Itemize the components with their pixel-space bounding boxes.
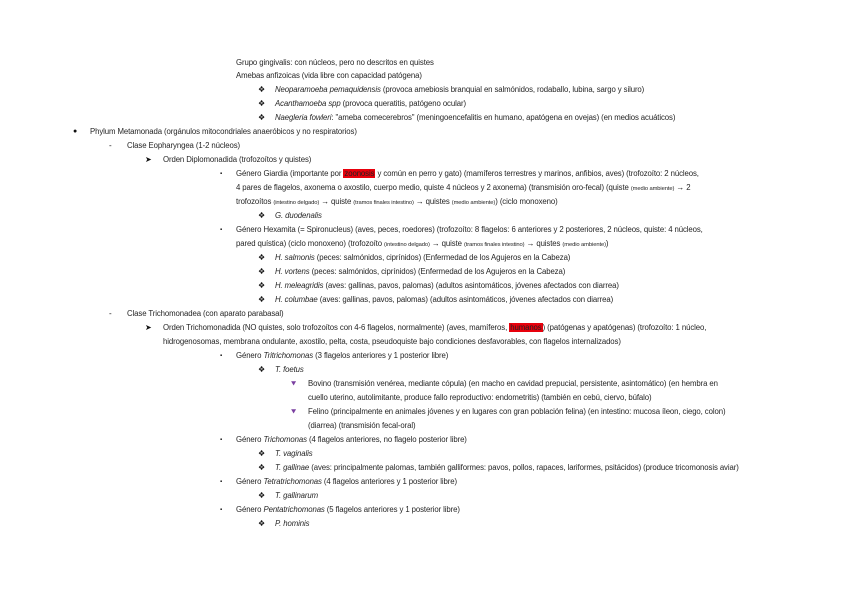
arrow-icon: →: [524, 239, 535, 248]
genus-line: Género Tetratrichomonas (4 flagelos anteriores y 1 posterior libre): [236, 477, 457, 486]
arrow-icon: →: [413, 197, 424, 206]
genus-line-cont: 4 pares de flagelos, axonema o axostilo, cuerpo medio, quiste 4 núcleos y 2 axonema) (transmisión oro-fecal) (quiste (medio ambiente) → 2: [236, 183, 691, 192]
species-line: P. hominis: [275, 519, 310, 528]
down-arrow-bullet-icon: ⯆: [290, 379, 298, 389]
diamond-bullet-icon: ❖: [258, 253, 266, 262]
species-line: T. gallinae (aves: principalmente palomas, también galliformes: pavos, pollos, rapaces, lariformes, psitácidos) (produce tricomonosis aviar): [275, 463, 739, 472]
order-heading: Orden Trichomonadida (NO quistes, solo trofozoítos con 4-6 flagelos, normalmente) (aves, mamíferos, humanos) (patógenas y apatógenas) (trofozoíto: 1 núcleo,: [163, 323, 707, 332]
host-line: Felino (principalmente en animales jóvenes y en lugares con gran población felina) (en intestino: mucosa íleon, ciego, colon): [308, 407, 726, 416]
diamond-bullet-icon: ❖: [258, 519, 266, 528]
class-heading: Clase Trichomonadea (con aparato parabasal): [127, 309, 284, 318]
diamond-bullet-icon: ❖: [258, 463, 266, 472]
square-bullet-icon: ▪: [220, 171, 223, 177]
disc-bullet-icon: ●: [73, 128, 78, 135]
species-line: T. foetus: [275, 365, 304, 374]
genus-line: Género Pentatrichomonas (5 flagelos anteriores y 1 posterior libre): [236, 505, 460, 514]
diamond-bullet-icon: ❖: [258, 295, 266, 304]
diamond-bullet-icon: ❖: [258, 281, 266, 290]
species-line: Naegleria fowleri: "ameba comecerebros" (meningoencefalitis en humano, apatógena en ovejas) (en medios acuáticos): [275, 113, 676, 122]
diamond-bullet-icon: ❖: [258, 449, 266, 458]
arrow-icon: →: [319, 197, 329, 206]
species-line: H. columbae (aves: gallinas, pavos, palomas) (adultos asintomáticos, jóvenes afectados con diarrea): [275, 295, 614, 304]
host-line-cont: (diarrea) (transmisión fecal-oral): [308, 421, 416, 430]
arrowhead-bullet-icon: ➤: [145, 155, 152, 164]
genus-line: Género Giardia (importante por zoonosis y común en perro y gato) (mamíferos terrestres y marinos, anfibios, aves) (trofozoíto: 2 núcleos,: [236, 169, 699, 178]
species-line: T. gallinarum: [275, 491, 319, 500]
square-bullet-icon: ▪: [220, 353, 223, 359]
diamond-bullet-icon: ❖: [258, 365, 266, 374]
order-heading: Orden Diplomonadida (trofozoítos y quistes): [163, 155, 312, 164]
diamond-bullet-icon: ❖: [258, 99, 266, 108]
diamond-bullet-icon: ❖: [258, 211, 266, 220]
species-line: T. vaginalis: [275, 449, 313, 458]
genus-line-cont: trofozoítos (intestino delgado) → quiste (tramos finales intestino) → quistes (medio ambiente)) (ciclo monoxeno): [236, 197, 558, 206]
arrow-icon: →: [674, 183, 687, 192]
diamond-bullet-icon: ❖: [258, 85, 266, 94]
down-arrow-bullet-icon: ⯆: [290, 407, 298, 417]
square-bullet-icon: ▪: [220, 507, 223, 513]
species-line: Neoparamoeba pemaquidensis (provoca amebiosis branquial en salmónidos, rodaballo, lubina, sargo y siluro): [275, 85, 645, 94]
order-heading-cont: hidrogenosomas, membrana ondulante, axostilo, pelta, costa, pseudoquiste bajo condiciones desfavorables, con flagelos internalizados): [163, 337, 621, 346]
diamond-bullet-icon: ❖: [258, 267, 266, 276]
species-line: G. duodenalis: [275, 211, 322, 220]
text-line: Amebas anfizoicas (vida libre con capacidad patógena): [236, 71, 422, 80]
square-bullet-icon: ▪: [220, 437, 223, 443]
diamond-bullet-icon: ❖: [258, 491, 266, 500]
species-line: H. meleagridis (aves: gallinas, pavos, palomas) (adultos asintomáticos, jóvenes afectados con diarrea): [275, 281, 619, 290]
phylum-heading: Phylum Metamonada (orgánulos mitocondriales anaeróbicos y no respiratorios): [90, 127, 357, 136]
species-line: H. salmonis (peces: salmónidos, ciprínidos) (Enfermedad de los Agujeros en la Cabeza): [275, 253, 571, 262]
genus-line: Género Tritrichomonas (3 flagelos anteriores y 1 posterior libre): [236, 351, 449, 360]
square-bullet-icon: ▪: [220, 479, 223, 485]
genus-line: Género Trichomonas (4 flagelos anteriores, no flagelo posterior libre): [236, 435, 467, 444]
arrow-icon: →: [429, 239, 440, 248]
text-line: Grupo gingivalis: con núcleos, pero no descritos en quistes: [236, 58, 434, 67]
dash-bullet-icon: -: [109, 141, 112, 150]
species-line: H. vortens (peces: salmónidos, ciprínidos) (Enfermedad de los Agujeros en la Cabeza): [275, 267, 566, 276]
diamond-bullet-icon: ❖: [258, 113, 266, 122]
species-line: Acanthamoeba spp (provoca queratitis, patógeno ocular): [275, 99, 466, 108]
class-heading: Clase Eopharyngea (1-2 núcleos): [127, 141, 241, 150]
host-line: Bovino (transmisión venérea, mediante cópula) (en macho en cavidad prepucial, persistente, asintomático) (en hembra en: [308, 379, 718, 388]
genus-line-cont: pared quística) (ciclo monoxeno) (trofozoíto (intestino delgado) → quiste (tramos finales intestino) → quistes (medio ambiente)): [236, 239, 609, 248]
square-bullet-icon: ▪: [220, 227, 223, 233]
genus-line: Género Hexamita (= Spironucleus) (aves, peces, roedores) (trofozoíto: 8 flagelos: 6 anteriores y 2 posteriores, 2 núcleos, quiste: 4 núcleos,: [236, 225, 703, 234]
arrowhead-bullet-icon: ➤: [145, 323, 152, 332]
host-line-cont: cuello uterino, autolimitante, produce fallo reproductivo: endometritis) (también en cebú, ciervo, búfalo): [308, 393, 652, 402]
dash-bullet-icon: -: [109, 309, 112, 318]
